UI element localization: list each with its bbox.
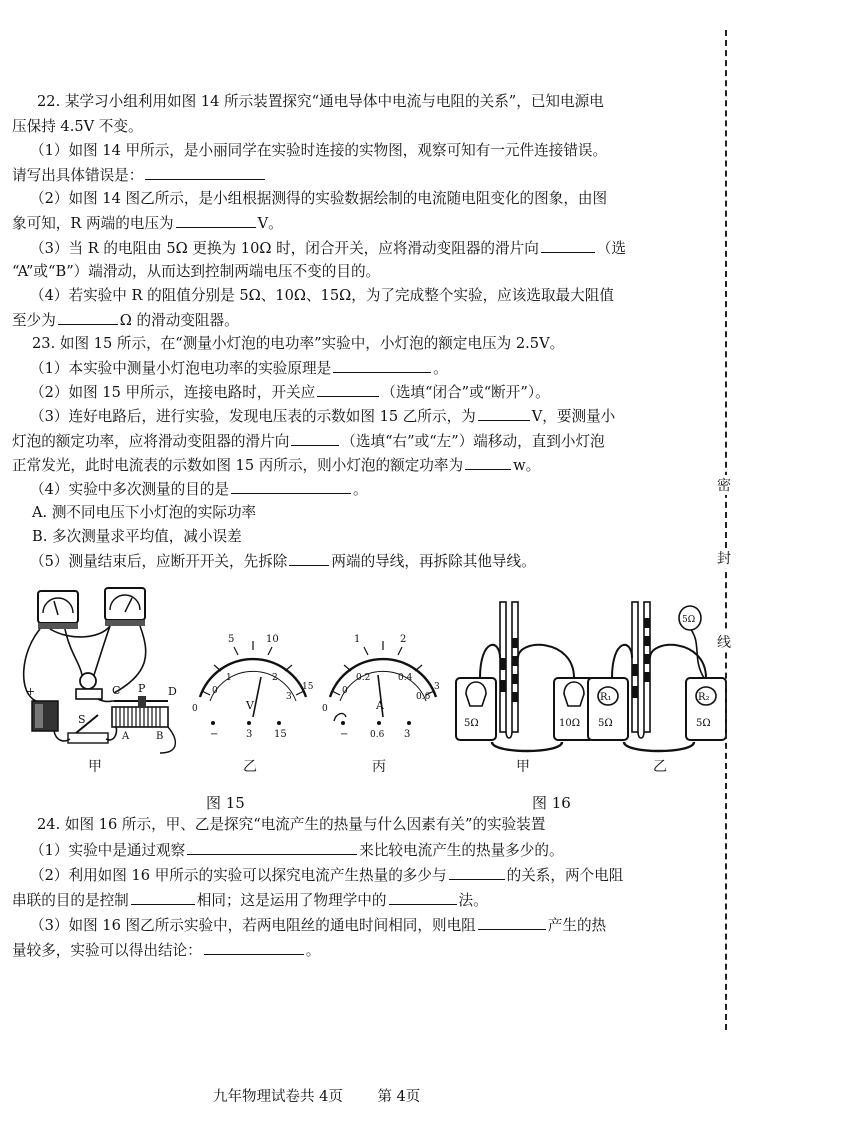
q22-part3-prompt: （3）当 R 的电阻由 5Ω 更换为 10Ω 时，闭合开关，应将滑动变阻器的滑片向	[30, 240, 539, 257]
q22-part3-suffix: （选	[596, 240, 626, 257]
volt-outer-15: 15	[302, 682, 314, 692]
q22-part1-line1: （1）如图 14 甲所示，是小丽同学在实验时连接的实物图，观察可知有一元件连接错误。	[30, 142, 608, 159]
footer-page-number: 第 4页	[377, 1089, 421, 1105]
q24-part3-answer-blank-1[interactable]	[478, 915, 546, 930]
fig15-label-bing: 丙	[372, 759, 386, 775]
fig15-ammeter-dial	[318, 625, 448, 745]
q23-part4-prompt: （4）实验中多次测量的目的是	[30, 481, 230, 498]
q24-part1-prompt: （1）实验中是通过观察	[30, 842, 186, 859]
q22-intro-line1: 22. 某学习小组利用如图 14 所示装置探究“通电导体中电流与电阻的关系”，已知电源电	[37, 93, 604, 110]
q24-part2-mid: 相同；这是运用了物理学中的	[196, 892, 387, 909]
fig15-circuit-diagram	[10, 583, 190, 758]
q23-part5	[30, 551, 536, 572]
q23-part3-line3	[12, 455, 540, 476]
amp-top-1: 1	[354, 634, 361, 645]
volt-top-5: 5	[228, 634, 235, 645]
fig16-yi-extra-resistor: 5Ω	[682, 615, 696, 625]
q23-part3-answer-blank-1[interactable]	[478, 406, 530, 421]
fig16-yi-apparatus	[584, 598, 734, 758]
q24-part1-answer-blank[interactable]	[187, 840, 357, 855]
q24-part3-line2	[12, 940, 320, 961]
q23-part3-prompt-3: 正常发光，此时电流表的示数如图 15 丙所示，则小灯泡的额定功率为	[12, 457, 464, 474]
q24-part2-suffix-1: 的关系，两个电阻	[506, 867, 624, 884]
q24-part2-prompt-2: 串联的目的是控制	[12, 892, 129, 909]
volt-term-15: 15	[274, 729, 287, 740]
fig16-caption: 图 16	[532, 794, 571, 812]
q23-part3-line2	[12, 431, 605, 452]
q22-part2-prompt: 象可知，R 两端的电压为	[12, 215, 174, 232]
q23-part5-answer-blank[interactable]	[289, 551, 329, 566]
q23-part5-prompt: （5）测量结束后，应断开开关，先拆除	[30, 553, 288, 570]
q23-part2-suffix: （选填“闭合”或“断开”）。	[381, 384, 550, 401]
q22-part1-line2	[12, 165, 267, 186]
volt-outer-0: 0	[192, 704, 198, 714]
q23-part3-line1	[30, 406, 615, 427]
q23-part2-answer-blank[interactable]	[317, 382, 379, 397]
q22-part2-line2	[12, 213, 283, 234]
circuit-label-a: A	[122, 731, 130, 742]
volt-term-3: 3	[246, 729, 253, 740]
fig16-jia-r2-label: 10Ω	[559, 718, 581, 729]
q22-part3-line2: “A”或“B”）端滑动，从而达到控制两端电压不变的目的。	[12, 263, 381, 280]
circuit-label-b: B	[156, 731, 164, 742]
q23-part2-prompt: （2）如图 15 甲所示，连接电路时，开关应	[30, 384, 316, 401]
seal-char-1: 密	[717, 475, 731, 495]
q23-part4-suffix: 。	[353, 481, 368, 498]
q22-part4-suffix: Ω 的滑动变阻器。	[119, 312, 239, 329]
q23-part2	[30, 382, 550, 403]
footer-total-pages: 九年物理试卷共 4页	[213, 1089, 343, 1105]
q24-part2-line2	[12, 890, 488, 911]
q24-part2-answer-blank-1[interactable]	[449, 865, 505, 880]
fig16-jia-r1-label: 5Ω	[464, 718, 479, 729]
seal-char-2: 封	[717, 548, 731, 568]
q23-part4	[30, 479, 368, 500]
circuit-label-c: C	[112, 684, 121, 697]
q24-part2-answer-blank-3[interactable]	[389, 890, 457, 905]
q23-part1-suffix: 。	[433, 360, 448, 377]
q23-part1-prompt: （1）本实验中测量小灯泡电功率的实验原理是	[30, 360, 332, 377]
seal-line	[725, 30, 727, 1030]
q24-part2-answer-blank-2[interactable]	[131, 890, 195, 905]
fig15-label-jia: 甲	[88, 759, 102, 775]
circuit-label-d: D	[168, 685, 177, 698]
amp-inner-0-2: 0.2	[356, 673, 371, 683]
q22-part4-line1: （4）若实验中 R 的阻值分别是 5Ω、10Ω、15Ω，为了完成整个实验，应该选取最大阻值	[30, 287, 614, 304]
volt-inner-2: 2	[272, 673, 278, 683]
amp-inner-0-6: 0.6	[416, 692, 431, 702]
amp-outer-3: 3	[434, 682, 440, 692]
q24-part3-suffix-2: 。	[305, 942, 321, 959]
circuit-label-p: P	[138, 682, 146, 695]
fig16-label-yi: 乙	[653, 759, 667, 775]
fig16-yi-r1-value: 5Ω	[598, 718, 613, 729]
q23-part3-answer-blank-3[interactable]	[465, 455, 511, 470]
q23-part1	[30, 358, 448, 379]
q24-part3-prompt-2: 量较多，实验可以得出结论：	[12, 942, 202, 959]
volt-inner-3: 3	[286, 692, 292, 702]
q22-part2-line1: （2）如图 14 图乙所示，是小组根据测得的实验数据绘制的电流随电阻变化的图象，由图	[30, 190, 608, 207]
amp-outer-0: 0	[322, 704, 328, 714]
amp-term-3: 3	[404, 729, 411, 740]
q23-intro: 23. 如图 15 所示，在“测量小灯泡的电功率”实验中，小灯泡的额定电压为 2.5V。	[32, 335, 565, 352]
amp-unit: A	[376, 699, 384, 712]
volt-term-neg: −	[210, 729, 219, 740]
q24-part1-suffix: 来比较电流产生的热量多少的。	[359, 842, 564, 859]
fig16-yi-r2-value: 5Ω	[696, 718, 711, 729]
amp-inner-0-4: 0.4	[398, 673, 413, 683]
amp-term-0-6: 0.6	[370, 730, 385, 740]
q22-intro-line2: 压保持 4.5V 不变。	[12, 118, 143, 135]
fig16-jia-apparatus	[452, 598, 602, 758]
amp-term-neg: −	[340, 729, 349, 740]
fig15-caption: 图 15	[206, 794, 245, 812]
fig16-label-jia: 甲	[516, 759, 530, 775]
q23-option-a: A. 测不同电压下小灯泡的实际功率	[32, 504, 257, 521]
q24-part3-prompt: （3）如图 16 图乙所示实验中，若两电阻丝的通电时间相同，则电阻	[30, 917, 476, 934]
volt-inner-1: 1	[226, 673, 232, 683]
amp-inner-0: 0	[342, 686, 348, 696]
seal-char-3: 线	[717, 632, 731, 652]
q23-part3-suffix-1: V，要测量小	[531, 408, 616, 425]
q24-part2-prompt: （2）利用如图 16 甲所示的实验可以探究电流产生热量的多少与	[30, 867, 447, 884]
q22-part1-prompt: 请写出具体错误是：	[12, 167, 144, 184]
q22-part4-line2	[12, 310, 239, 331]
q22-part3-line1	[30, 238, 626, 259]
q24-part3-line1	[30, 915, 606, 936]
q24-part2-suffix-2: 法。	[458, 892, 488, 909]
q22-part4-answer-blank[interactable]	[58, 310, 118, 325]
fig15-label-yi: 乙	[243, 759, 257, 775]
q22-part3-answer-blank[interactable]	[541, 238, 595, 253]
q23-part3-prompt-2: 灯泡的额定功率，应将滑动变阻器的滑片向	[12, 433, 290, 450]
volt-inner-0: 0	[212, 686, 218, 696]
page-footer	[213, 1085, 450, 1106]
q23-part3-prompt: （3）连好电路后，进行实验，发现电压表的示数如图 15 乙所示，为	[30, 408, 476, 425]
amp-top-2: 2	[400, 634, 407, 645]
q23-option-b: B. 多次测量求平均值，减小误差	[32, 528, 242, 545]
q23-part1-answer-blank[interactable]	[333, 358, 431, 373]
q24-intro: 24. 如图 16 所示，甲、乙是探究“电流产生的热量与什么因素有关”的实验装置	[37, 816, 546, 833]
q22-part1-answer-blank[interactable]	[145, 165, 265, 180]
q23-part4-answer-blank[interactable]	[231, 479, 351, 494]
volt-top-10: 10	[266, 634, 279, 645]
q22-part2-answer-blank[interactable]	[176, 213, 256, 228]
fig15-voltmeter-dial	[188, 625, 318, 745]
q24-part3-answer-blank-2[interactable]	[204, 940, 304, 955]
circuit-label-s: S	[78, 713, 86, 726]
q24-part1	[30, 840, 564, 861]
fig16-yi-r1-symbol: R₁	[600, 692, 612, 703]
q22-part4-prompt: 至少为	[12, 312, 56, 329]
circuit-label-plus: +	[26, 685, 36, 698]
volt-unit: V	[246, 699, 254, 712]
q23-part3-answer-blank-2[interactable]	[291, 431, 339, 446]
q24-part3-suffix-1: 产生的热	[547, 917, 607, 934]
fig16-yi-r2-symbol: R₂	[698, 692, 710, 703]
q23-part3-suffix-2: （选填“右”或“左”）端移动，直到小灯泡	[341, 433, 605, 450]
q23-part3-unit: w。	[513, 457, 541, 474]
q22-part2-unit: V。	[257, 215, 283, 232]
q24-part2-line1	[30, 865, 623, 886]
q23-part5-suffix: 两端的导线，再拆除其他导线。	[331, 553, 536, 570]
